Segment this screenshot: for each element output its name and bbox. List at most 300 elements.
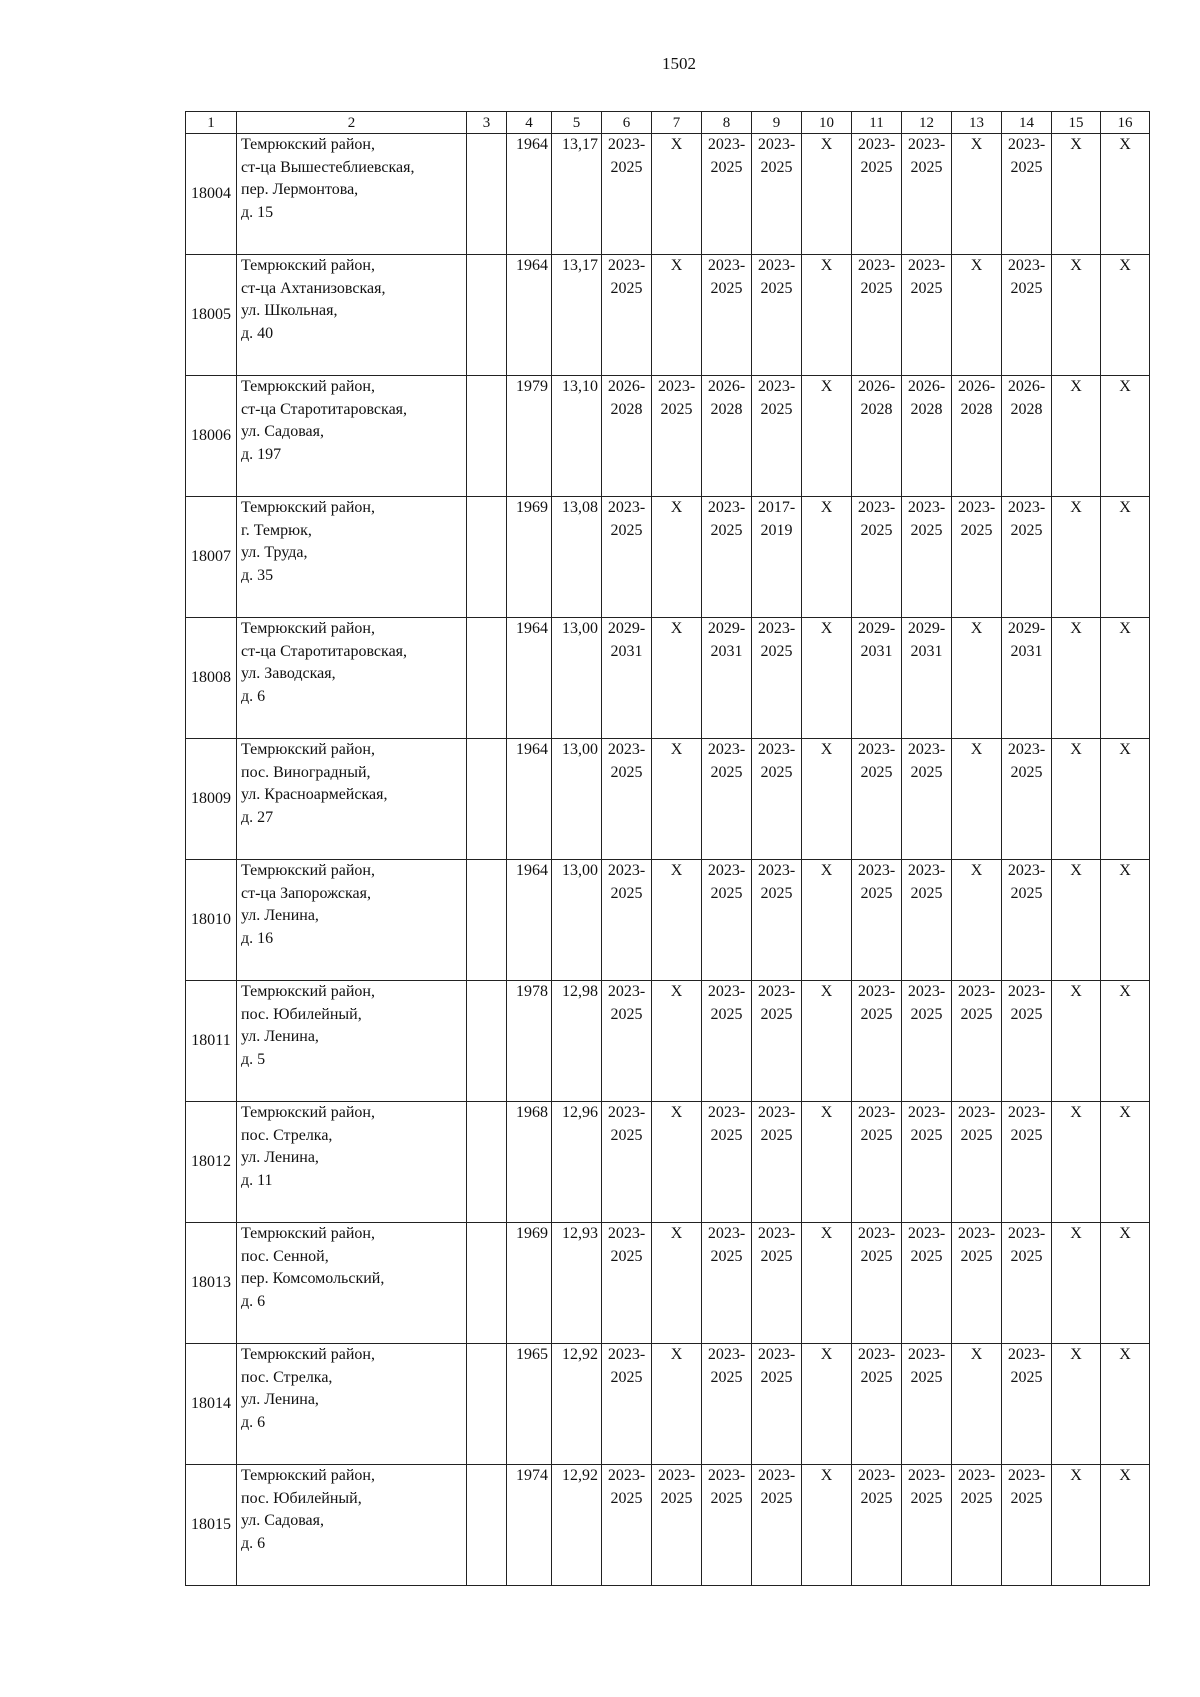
address-line: д. 27 [241,808,274,826]
build-year-cell: 1969 [507,497,552,618]
period-cell-c9 [752,255,802,376]
period-cell-c14 [1002,497,1052,618]
column-3-cell [467,134,507,255]
period-line: 2023- [857,499,896,516]
period-line: X [970,620,983,637]
period-line: 2023- [707,1467,746,1484]
period-line: 2023- [907,136,946,153]
period-line: 2025 [910,279,943,297]
period-line: X [970,862,983,879]
period-line: 2029- [1007,620,1046,637]
period-cell-c10 [802,134,852,255]
period-cell-c16 [1101,497,1150,618]
period-cell-c10 [802,376,852,497]
value-cell: 12,92 [552,1465,602,1586]
build-year-cell: 1965 [507,1344,552,1465]
period-line: 2025 [910,1368,943,1386]
period-line: 2025 [860,158,893,176]
address-line: пос. Виноградный, [241,763,371,781]
column-header: 10 [802,112,852,134]
address-line: ст-ца Старотитаровская, [241,642,408,660]
period-line: 2025 [910,521,943,539]
period-line: 2026- [607,378,646,395]
record-number: 18012 [186,1102,237,1223]
address-line: д. 6 [241,1534,266,1552]
build-year-cell: 1964 [507,255,552,376]
period-cell-c7 [652,860,702,981]
period-cell-c13 [952,1465,1002,1586]
period-line: 2023- [1007,499,1046,516]
period-line: 2025 [760,1005,793,1023]
address-cell [237,255,467,376]
column-header: 15 [1052,112,1101,134]
period-cell-c11 [852,255,902,376]
period-line: 2023- [857,862,896,879]
period-cell-c13 [952,1223,1002,1344]
period-cell-c12 [902,860,952,981]
period-cell-c6 [602,739,652,860]
address-line: пос. Юбилейный, [241,1005,362,1023]
period-line: 2023- [907,1346,946,1363]
period-line: 2023- [607,1104,646,1121]
period-line: 2023- [757,378,796,395]
period-line: 2023- [957,983,996,1000]
period-line: 2023- [1007,741,1046,758]
value-cell: 13,00 [552,618,602,739]
period-line: X [1119,1467,1131,1484]
table-row [186,134,1150,255]
column-header: 7 [652,112,702,134]
period-line: 2031 [860,642,893,660]
period-line: X [970,257,983,274]
period-cell-c6 [602,618,652,739]
period-line: 2025 [760,279,793,297]
period-line: 2023- [607,257,646,274]
build-year-cell: 1968 [507,1102,552,1223]
period-line: 2031 [910,642,943,660]
period-cell-c7 [652,1223,702,1344]
period-line: 2023- [707,983,746,1000]
address-line: Темрюкский район, [241,1467,375,1484]
period-line: 2017- [757,499,796,516]
period-cell-c12 [902,1465,952,1586]
period-cell-c9 [752,981,802,1102]
period-cell-c15 [1052,981,1101,1102]
period-cell-c7 [652,618,702,739]
period-cell-c10 [802,860,852,981]
address-line: Темрюкский район, [241,378,375,395]
period-line: X [670,1346,683,1363]
address-line: д. 5 [241,1050,266,1068]
table-row [186,255,1150,376]
period-cell-c15 [1052,1223,1101,1344]
address-cell [237,1102,467,1223]
period-cell-c9 [752,618,802,739]
column-header: 8 [702,112,752,134]
record-number: 18010 [186,860,237,981]
record-number: 18014 [186,1344,237,1465]
period-cell-c9 [752,1223,802,1344]
period-cell-c6 [602,497,652,618]
period-cell-c8 [702,1102,752,1223]
period-cell-c12 [902,618,952,739]
period-line: X [970,741,983,758]
value-cell: 12,92 [552,1344,602,1465]
period-cell-c9 [752,134,802,255]
period-line: 2023- [907,741,946,758]
table-row [186,739,1150,860]
table-row [186,376,1150,497]
period-line: 2023- [707,1104,746,1121]
period-line: 2025 [710,1126,743,1144]
address-line: д. 6 [241,687,266,705]
table-row [186,981,1150,1102]
period-line: 2023- [607,1225,646,1242]
period-cell-c12 [902,1102,952,1223]
period-cell-c8 [702,618,752,739]
period-line: 2023- [1007,257,1046,274]
period-cell-c11 [852,497,902,618]
period-line: 2025 [960,1126,993,1144]
period-cell-c7 [652,1465,702,1586]
period-line: 2023- [707,1225,746,1242]
value-cell: 13,00 [552,860,602,981]
table-header-row [186,112,1150,134]
period-line: 2023- [907,1104,946,1121]
period-line: X [670,499,683,516]
period-cell-c7 [652,1102,702,1223]
period-cell-c13 [952,981,1002,1102]
period-line: 2025 [760,1489,793,1507]
period-line: X [1070,862,1082,879]
column-3-cell [467,1223,507,1344]
address-line: ул. Ленина, [241,1028,319,1045]
period-line: 2025 [710,1005,743,1023]
period-line: 2025 [610,1247,643,1265]
address-cell [237,1344,467,1465]
period-cell-c13 [952,497,1002,618]
address-line: ст-ца Ахтанизовская, [241,279,386,297]
address-line: д. 11 [241,1171,273,1189]
value-cell: 13,10 [552,376,602,497]
period-line: 2023- [907,257,946,274]
period-line: 2025 [910,158,943,176]
period-cell-c15 [1052,134,1101,255]
build-year-cell: 1974 [507,1465,552,1586]
page-number: 1502 [662,54,696,73]
period-cell-c7 [652,376,702,497]
address-line: ст-ца Вышестеблиевская, [241,158,415,176]
period-line: 2025 [610,763,643,781]
build-year-cell: 1979 [507,376,552,497]
period-line: 2025 [710,521,743,539]
period-line: 2023- [607,136,646,153]
period-line: 2025 [1010,1368,1043,1386]
period-cell-c8 [702,860,752,981]
record-number: 18007 [186,497,237,618]
address-line: д. 6 [241,1413,266,1431]
period-line: X [1119,1225,1131,1242]
period-cell-c9 [752,1465,802,1586]
period-line: 2031 [710,642,743,660]
address-cell [237,376,467,497]
period-line: 2028 [710,400,743,418]
period-line: 2023- [757,862,796,879]
period-line: 2023- [707,257,746,274]
period-line: X [1070,378,1082,395]
address-line: пер. Лермонтова, [241,181,359,198]
period-cell-c10 [802,1344,852,1465]
address-line: Темрюкский район, [241,257,375,274]
period-line: 2025 [710,1247,743,1265]
table-row [186,1465,1150,1586]
column-header: 1 [186,112,237,134]
period-line: 2025 [860,1368,893,1386]
period-line: 2025 [610,279,643,297]
period-line: 2023- [1007,862,1046,879]
period-cell-c12 [902,497,952,618]
address-line: Темрюкский район, [241,983,375,1000]
build-year-cell: 1964 [507,739,552,860]
period-cell-c13 [952,1102,1002,1223]
period-line: 2023- [707,741,746,758]
period-cell-c13 [952,134,1002,255]
period-line: 2023- [1007,1467,1046,1484]
period-cell-c14 [1002,134,1052,255]
period-line: X [1070,499,1082,516]
address-line: д. 35 [241,566,274,584]
period-line: 2019 [760,521,793,539]
period-cell-c16 [1101,1344,1150,1465]
period-cell-c11 [852,981,902,1102]
address-line: д. 15 [241,203,274,221]
period-cell-c13 [952,376,1002,497]
period-line: 2025 [710,884,743,902]
period-line: 2025 [1010,279,1043,297]
period-line: X [1119,983,1131,1000]
address-line: ул. Садовая, [241,423,324,440]
period-cell-c11 [852,739,902,860]
address-line: пер. Комсомольский, [241,1270,385,1287]
column-header: 12 [902,112,952,134]
build-year-cell: 1969 [507,1223,552,1344]
period-line: 2025 [860,279,893,297]
address-line: Темрюкский район, [241,1346,375,1363]
address-line: д. 6 [241,1292,266,1310]
period-line: 2025 [610,521,643,539]
period-line: 2025 [760,642,793,660]
period-cell-c8 [702,255,752,376]
period-line: 2023- [857,257,896,274]
period-line: X [820,862,833,879]
repair-schedule-table [185,111,1150,1586]
address-cell [237,739,467,860]
period-line: 2023- [707,499,746,516]
period-cell-c14 [1002,1465,1052,1586]
period-cell-c8 [702,376,752,497]
build-year-cell: 1964 [507,860,552,981]
period-cell-c12 [902,1223,952,1344]
period-cell-c14 [1002,1223,1052,1344]
address-line: г. Темрюк, [241,521,312,539]
period-line: 2023- [857,1346,896,1363]
period-line: 2025 [860,884,893,902]
period-line: 2025 [760,158,793,176]
column-3-cell [467,981,507,1102]
address-line: пос. Юбилейный, [241,1489,362,1507]
period-line: X [820,1467,833,1484]
period-cell-c7 [652,739,702,860]
period-line: 2025 [960,1005,993,1023]
period-cell-c16 [1101,618,1150,739]
period-line: X [1119,378,1131,395]
period-line: 2025 [860,1005,893,1023]
period-line: 2025 [710,1368,743,1386]
period-line: 2023- [757,136,796,153]
period-line: 2023- [857,136,896,153]
address-cell [237,618,467,739]
period-line: 2025 [760,1247,793,1265]
period-line: 2025 [710,158,743,176]
period-cell-c14 [1002,255,1052,376]
period-line: 2026- [857,378,896,395]
address-line: пос. Сенной, [241,1247,329,1265]
period-cell-c12 [902,981,952,1102]
period-cell-c12 [902,376,952,497]
period-cell-c8 [702,134,752,255]
period-cell-c10 [802,618,852,739]
period-line: 2031 [1010,642,1043,660]
period-line: 2025 [910,1489,943,1507]
period-cell-c10 [802,1465,852,1586]
table-row [186,1102,1150,1223]
address-line: ул. Садовая, [241,1512,324,1529]
period-cell-c12 [902,739,952,860]
period-line: X [1070,983,1082,1000]
record-number: 18005 [186,255,237,376]
period-line: 2023- [657,378,696,395]
period-cell-c9 [752,376,802,497]
address-line: Темрюкский район, [241,499,375,516]
period-cell-c9 [752,739,802,860]
column-header: 3 [467,112,507,134]
period-line: 2023- [1007,1346,1046,1363]
period-line: 2023- [957,1225,996,1242]
period-line: 2025 [1010,1247,1043,1265]
period-line: 2025 [910,1005,943,1023]
period-line: 2023- [657,1467,696,1484]
period-line: X [1070,257,1082,274]
period-line: 2023- [857,983,896,1000]
period-line: 2025 [910,884,943,902]
period-line: 2023- [757,620,796,637]
period-cell-c15 [1052,618,1101,739]
period-line: X [1070,620,1082,637]
address-line: Темрюкский район, [241,620,375,637]
address-line: Темрюкский район, [241,1104,375,1121]
column-3-cell [467,618,507,739]
record-number: 18013 [186,1223,237,1344]
address-cell [237,981,467,1102]
period-cell-c11 [852,860,902,981]
record-number: 18006 [186,376,237,497]
period-line: 2025 [910,763,943,781]
period-line: 2025 [1010,1005,1043,1023]
period-cell-c13 [952,1344,1002,1465]
period-line: 2025 [860,521,893,539]
period-line: X [820,1346,833,1363]
address-line: Темрюкский район, [241,862,375,879]
period-line: 2026- [707,378,746,395]
period-cell-c9 [752,1102,802,1223]
period-line: 2025 [860,1126,893,1144]
address-cell [237,497,467,618]
value-cell: 12,98 [552,981,602,1102]
period-line: X [1070,1346,1082,1363]
period-line: 2023- [907,499,946,516]
address-line: ул. Ленина, [241,907,319,924]
record-number: 18004 [186,134,237,255]
period-line: X [1119,136,1131,153]
period-cell-c7 [652,1344,702,1465]
period-line: 2023- [757,1104,796,1121]
period-cell-c10 [802,255,852,376]
period-line: X [820,1104,833,1121]
period-line: X [970,1346,983,1363]
address-cell [237,134,467,255]
period-cell-c6 [602,1344,652,1465]
address-line: ул. Ленина, [241,1149,319,1166]
column-header: 16 [1101,112,1150,134]
period-cell-c16 [1101,739,1150,860]
period-cell-c11 [852,1223,902,1344]
period-cell-c14 [1002,376,1052,497]
period-line: X [1070,1467,1082,1484]
period-cell-c6 [602,255,652,376]
period-line: X [1070,741,1082,758]
period-cell-c8 [702,497,752,618]
period-line: 2025 [610,884,643,902]
table-row [186,1344,1150,1465]
period-line: 2023- [757,983,796,1000]
build-year-cell: 1964 [507,618,552,739]
address-line: пос. Стрелка, [241,1126,333,1144]
period-cell-c15 [1052,1344,1101,1465]
period-line: 2023- [857,1467,896,1484]
address-line: д. 197 [241,445,282,463]
period-line: 2028 [610,400,643,418]
period-cell-c16 [1101,255,1150,376]
period-cell-c8 [702,981,752,1102]
value-cell: 13,17 [552,134,602,255]
record-number: 18011 [186,981,237,1102]
column-3-cell [467,497,507,618]
period-line: 2023- [957,499,996,516]
period-cell-c11 [852,376,902,497]
period-cell-c9 [752,860,802,981]
period-cell-c15 [1052,860,1101,981]
period-cell-c11 [852,134,902,255]
period-line: 2025 [760,1368,793,1386]
period-cell-c7 [652,981,702,1102]
period-cell-c10 [802,1102,852,1223]
period-line: 2023- [1007,136,1046,153]
period-cell-c16 [1101,376,1150,497]
build-year-cell: 1964 [507,134,552,255]
period-line: 2025 [660,400,693,418]
period-line: X [820,741,833,758]
record-number: 18008 [186,618,237,739]
